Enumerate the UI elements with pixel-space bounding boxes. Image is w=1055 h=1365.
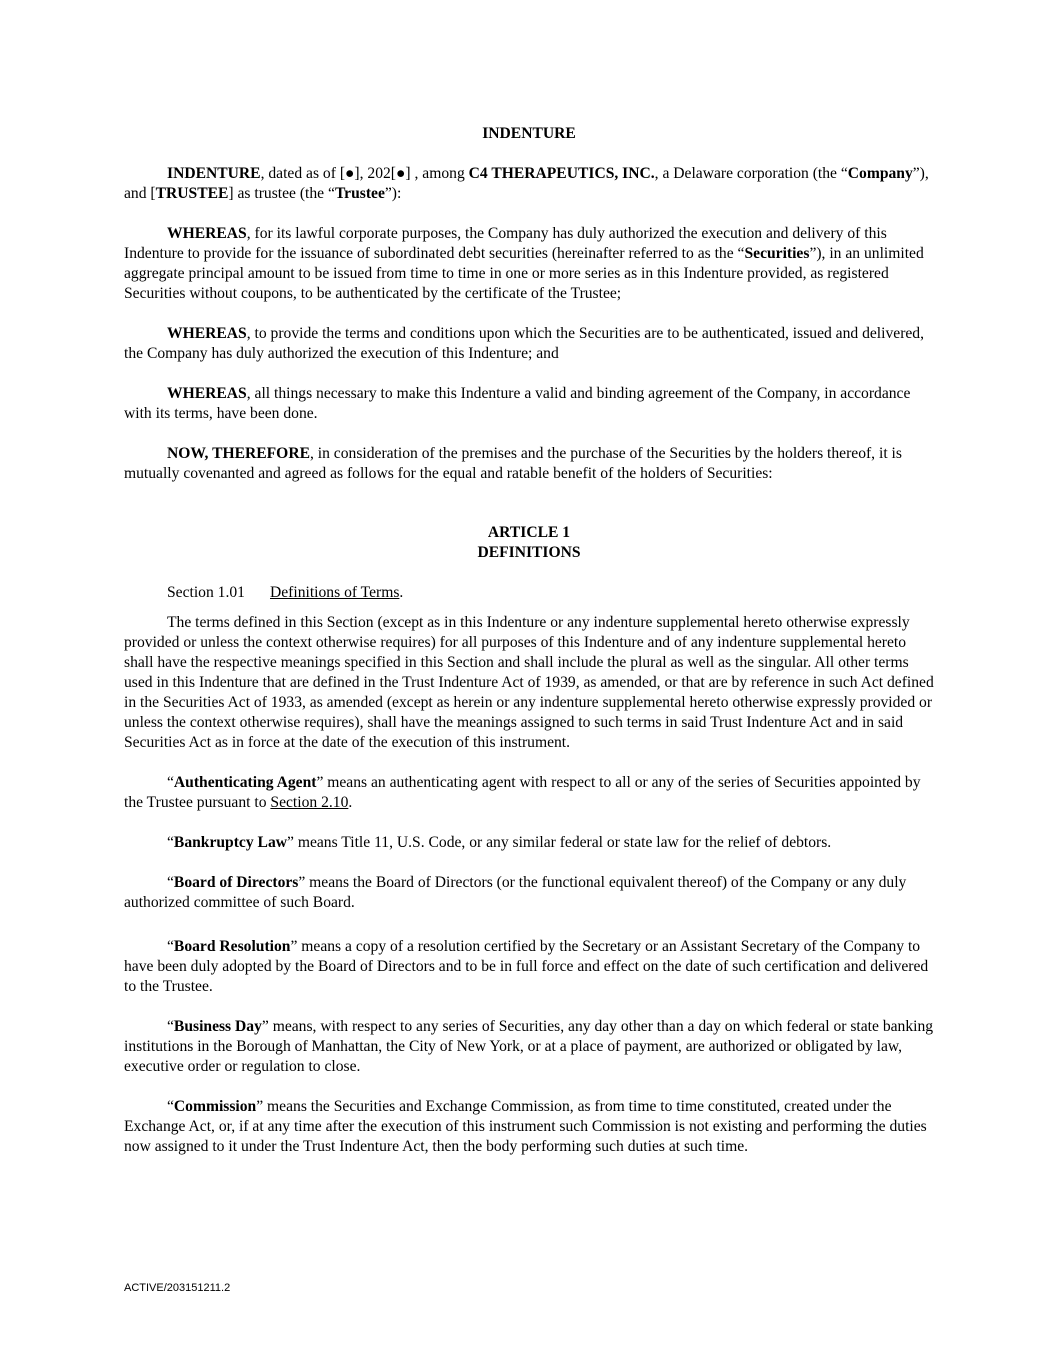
definition-text: ” means the Board of Directors (or the functional equivalent thereof) of the Company or any duly authorized committee of such Board. <box>124 874 907 911</box>
company-name: C4 THERAPEUTICS, INC. <box>468 165 655 182</box>
intro-text: ”): <box>384 185 402 202</box>
now-therefore-paragraph <box>124 444 934 484</box>
company-term: Company <box>847 165 913 182</box>
defined-term: Board Resolution <box>173 938 291 955</box>
whereas-text: , for its lawful corporate purposes, the Company has duly authorized the execution and delivery of this Indenture to provide for the issuance of subordinated debt securities (hereinafter referred to as the “ <box>124 225 887 262</box>
article-name: DEFINITIONS <box>477 544 581 561</box>
document-title: INDENTURE <box>482 125 576 142</box>
now-therefore-text: , in consideration of the premises and the purchase of the Securities by the holders thereof, it is mutually covenanted and agreed as follows for the equal and ratable benefit of the holders of Securities: <box>124 445 902 482</box>
whereas-paragraph-1 <box>124 224 934 304</box>
section-reference-link[interactable]: Section 2.10 <box>270 794 349 811</box>
definition-text: ” means an authenticating agent with respect to all or any of the series of Securities appointed by the Trustee pursuant to <box>124 774 921 811</box>
whereas-lead: WHEREAS <box>167 225 247 242</box>
securities-term: Securities <box>744 245 810 262</box>
definition-end: . <box>348 794 353 811</box>
defined-term: Commission <box>173 1098 257 1115</box>
intro-text: ] as trustee (the “ <box>228 185 335 202</box>
document-footer-id: ACTIVE/203151211.2 <box>124 1282 231 1294</box>
defined-term: Business Day <box>173 1018 262 1035</box>
whereas-paragraph-3 <box>124 384 934 424</box>
defined-term: Bankruptcy Law <box>173 834 287 851</box>
whereas-text: , to provide the terms and conditions upon which the Securities are to be authenticated, issued and delivered, the Company has duly authorized the execution of this Indenture; and <box>124 325 925 362</box>
quote-mark: “ <box>167 874 174 891</box>
whereas-text: , all things necessary to make this Indenture a valid and binding agreement of the Company, in accordance with its terms, have been done. <box>124 385 911 422</box>
intro-text: ”), and [ <box>124 165 929 202</box>
section-body: The terms defined in this Section (except as in this Indenture or any indenture supplemental hereto otherwise expressly provided or unless the context otherwise requires) for all purposes of this Indenture and of any indenture supplemental hereto shall have the respective meanings specified in this Section and shall include the plural as well as the singular. All other terms used in this Indenture that are defined in the Trust Indenture Act of 1939, as amended, or that are by reference in such Act defined in the Securities Act of 1933, as amended (except as herein or any indenture supplemental hereto otherwise expressly provided or unless the context otherwise requires), shall have the meanings assigned to such terms in said Trust Indenture Act and in said Securities Act as in force at the date of the execution of this instrument. <box>124 614 934 751</box>
defined-term: Board of Directors <box>173 874 299 891</box>
definition-bankruptcy-law <box>124 833 934 853</box>
intro-text: , a Delaware corporation (the “ <box>654 165 848 182</box>
intro-term: INDENTURE <box>167 165 261 182</box>
definition-commission <box>124 1097 934 1157</box>
section-number: Section 1.01 <box>167 584 245 601</box>
definition-text: ” means the Securities and Exchange Commission, as from time to time constituted, created under the Exchange Act, or, if at any time after the execution of this instrument such Commission is not existing and performing the duties now assigned to it under the Trust Indenture Act, then the body performing such duties at such time. <box>124 1098 927 1155</box>
definition-authenticating-agent <box>124 773 934 813</box>
document-body <box>124 124 934 1157</box>
quote-mark: “ <box>167 774 174 791</box>
defined-term: Authenticating Agent <box>173 774 317 791</box>
quote-mark: “ <box>167 834 174 851</box>
section-heading <box>124 583 934 603</box>
quote-mark: “ <box>167 1018 174 1035</box>
definition-text: ” means Title 11, U.S. Code, or any similar federal or state law for the relief of debtors. <box>287 834 832 851</box>
definition-text: ” means a copy of a resolution certified by the Secretary or an Assistant Secretary of the Company to have been duly adopted by the Board of Directors and to be in full force and effect on the date of such certification and delivered to the Trustee. <box>124 938 929 995</box>
whereas-paragraph-2 <box>124 324 934 364</box>
section-period: . <box>399 584 404 601</box>
trustee-name: TRUSTEE <box>155 185 229 202</box>
intro-paragraph <box>124 164 934 204</box>
definition-business-day <box>124 1017 934 1077</box>
article-number: ARTICLE 1 <box>487 524 571 541</box>
intro-text: , dated as of [●], 202[●] , among <box>260 165 469 182</box>
whereas-lead: WHEREAS <box>167 385 247 402</box>
definition-board-of-directors <box>124 873 934 913</box>
now-therefore-lead: NOW, THEREFORE <box>167 445 310 462</box>
definition-board-resolution <box>124 937 934 997</box>
quote-mark: “ <box>167 1098 174 1115</box>
definition-text: ” means, with respect to any series of Securities, any day other than a day on which federal or state banking institutions in the Borough of Manhattan, the City of New York, or at a place of payment, are authorized or obligated by law, executive order or regulation to close. <box>124 1018 934 1075</box>
quote-mark: “ <box>167 938 174 955</box>
trustee-term: Trustee <box>334 185 385 202</box>
section-title: Definitions of Terms <box>270 584 400 601</box>
whereas-lead: WHEREAS <box>167 325 247 342</box>
whereas-text: ”), in an unlimited aggregate principal amount to be issued from time to time in one or more series as in this Indenture provided, as registered Securities without coupons, to be authenticated by the certificate of the Trustee; <box>124 245 924 302</box>
